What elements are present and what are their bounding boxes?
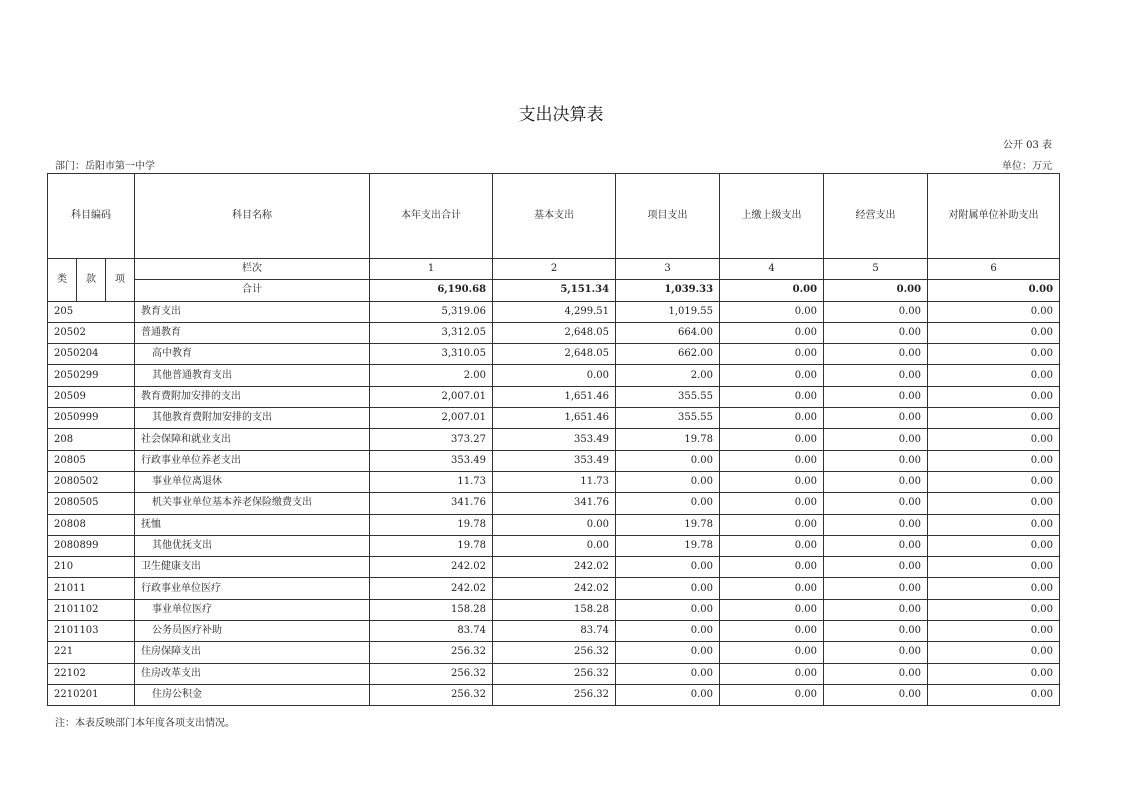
table-row: [48, 514, 1060, 535]
row-code: 221: [48, 642, 135, 663]
row-code: 208: [48, 429, 135, 450]
row-code: 2050299: [48, 365, 135, 386]
total-value: 6,190.68: [370, 280, 493, 301]
row-value: 256.32: [370, 642, 493, 663]
row-code: 205: [48, 301, 135, 322]
row-code: 20808: [48, 514, 135, 535]
col-index-5: 5: [824, 259, 928, 280]
row-value: 341.76: [493, 493, 616, 514]
row-value: 0.00: [824, 578, 928, 599]
header-code: 科目编码: [48, 174, 135, 259]
row-value: 0.00: [928, 322, 1060, 343]
row-value: 2,648.05: [493, 344, 616, 365]
table-row: [48, 557, 1060, 578]
row-value: 0.00: [616, 557, 720, 578]
row-value: 19.78: [370, 535, 493, 556]
row-value: 0.00: [824, 684, 928, 705]
row-value: 0.00: [928, 408, 1060, 429]
row-value: 0.00: [928, 429, 1060, 450]
row-value: 256.32: [370, 663, 493, 684]
table-row: [48, 344, 1060, 365]
row-value: 0.00: [616, 493, 720, 514]
row-value: 0.00: [616, 450, 720, 471]
row-value: 0.00: [616, 684, 720, 705]
header-xiang: 项: [106, 259, 135, 302]
row-value: 0.00: [824, 386, 928, 407]
row-value: 0.00: [493, 365, 616, 386]
header-basic: 基本支出: [493, 174, 616, 259]
row-value: 11.73: [370, 471, 493, 492]
table-row: [48, 471, 1060, 492]
row-value: 0.00: [720, 663, 824, 684]
row-value: 0.00: [824, 365, 928, 386]
col-index-3: 3: [616, 259, 720, 280]
row-value: 256.32: [493, 642, 616, 663]
department-label: 部门：岳阳市第一中学: [55, 161, 155, 172]
row-value: 19.78: [616, 429, 720, 450]
row-value: 0.00: [824, 408, 928, 429]
row-value: 158.28: [370, 599, 493, 620]
row-value: 0.00: [928, 621, 1060, 642]
total-value: 5,151.34: [493, 280, 616, 301]
row-value: 373.27: [370, 429, 493, 450]
row-name: 抚恤: [135, 514, 370, 535]
row-value: 353.49: [493, 429, 616, 450]
row-value: 0.00: [824, 301, 928, 322]
row-name: 行政事业单位养老支出: [135, 450, 370, 471]
row-name: 普通教育: [135, 322, 370, 343]
footnote: 注：本表反映部门本年度各项支出情况。: [55, 718, 235, 729]
row-name: 行政事业单位医疗: [135, 578, 370, 599]
row-value: 0.00: [824, 621, 928, 642]
row-name: 住房公积金: [135, 684, 370, 705]
row-value: 353.49: [493, 450, 616, 471]
row-value: 0.00: [824, 557, 928, 578]
table-row: [48, 493, 1060, 514]
row-value: 355.55: [616, 408, 720, 429]
header-lanci: 栏次: [135, 259, 370, 280]
row-value: 19.78: [370, 514, 493, 535]
header-business: 经营支出: [824, 174, 928, 259]
row-value: 664.00: [616, 322, 720, 343]
row-value: 0.00: [720, 386, 824, 407]
row-value: 0.00: [720, 471, 824, 492]
row-code: 2101103: [48, 621, 135, 642]
row-name: 卫生健康支出: [135, 557, 370, 578]
row-value: 0.00: [824, 535, 928, 556]
row-value: 341.76: [370, 493, 493, 514]
table-row: [48, 386, 1060, 407]
row-value: 0.00: [824, 642, 928, 663]
row-value: 0.00: [720, 365, 824, 386]
unit-label: 单位：万元: [1002, 161, 1052, 172]
row-value: 2,007.01: [370, 408, 493, 429]
row-value: 0.00: [720, 535, 824, 556]
row-value: 353.49: [370, 450, 493, 471]
row-value: 242.02: [370, 578, 493, 599]
row-value: 0.00: [720, 344, 824, 365]
row-value: 0.00: [824, 322, 928, 343]
row-value: 0.00: [616, 578, 720, 599]
row-name: 其他教育费附加安排的支出: [135, 408, 370, 429]
row-value: 0.00: [928, 514, 1060, 535]
row-value: 0.00: [824, 429, 928, 450]
row-value: 0.00: [720, 450, 824, 471]
total-value: 1,039.33: [616, 280, 720, 301]
row-value: 0.00: [824, 493, 928, 514]
row-value: 0.00: [928, 663, 1060, 684]
row-value: 242.02: [493, 557, 616, 578]
col-index-2: 2: [493, 259, 616, 280]
row-value: 4,299.51: [493, 301, 616, 322]
row-value: 256.32: [493, 663, 616, 684]
row-value: 0.00: [720, 301, 824, 322]
row-name: 住房改革支出: [135, 663, 370, 684]
row-value: 0.00: [928, 684, 1060, 705]
row-code: 2050204: [48, 344, 135, 365]
row-value: 5,319.06: [370, 301, 493, 322]
row-value: 355.55: [616, 386, 720, 407]
row-value: 0.00: [928, 493, 1060, 514]
table-row: [48, 322, 1060, 343]
row-value: 0.00: [928, 344, 1060, 365]
form-number: 公开 03 表: [1002, 140, 1052, 151]
row-value: 0.00: [824, 471, 928, 492]
table-row: [48, 599, 1060, 620]
row-value: 83.74: [493, 621, 616, 642]
page-title: 支出决算表: [518, 105, 604, 125]
row-code: 2210201: [48, 684, 135, 705]
row-code: 2101102: [48, 599, 135, 620]
row-code: 20805: [48, 450, 135, 471]
header-subsidy: 对附属单位补助支出: [928, 174, 1060, 259]
total-value: 0.00: [824, 280, 928, 301]
row-value: 0.00: [720, 599, 824, 620]
row-value: 3,310.05: [370, 344, 493, 365]
row-value: 0.00: [720, 578, 824, 599]
table-row: [48, 301, 1060, 322]
row-code: 21011: [48, 578, 135, 599]
row-value: 256.32: [493, 684, 616, 705]
row-value: 0.00: [616, 471, 720, 492]
row-value: 0.00: [720, 408, 824, 429]
header-kuan: 款: [77, 259, 106, 302]
row-name: 事业单位医疗: [135, 599, 370, 620]
row-value: 0.00: [493, 514, 616, 535]
col-index-1: 1: [370, 259, 493, 280]
row-value: 0.00: [928, 386, 1060, 407]
row-value: 0.00: [616, 642, 720, 663]
row-value: 0.00: [720, 557, 824, 578]
row-name: 事业单位离退休: [135, 471, 370, 492]
row-value: 0.00: [928, 578, 1060, 599]
row-value: 0.00: [928, 301, 1060, 322]
total-row: [48, 280, 1060, 301]
table-row: [48, 663, 1060, 684]
row-value: 0.00: [824, 599, 928, 620]
row-value: 1,651.46: [493, 408, 616, 429]
row-value: 0.00: [616, 599, 720, 620]
table-row: [48, 535, 1060, 556]
row-value: 0.00: [824, 344, 928, 365]
row-code: 2080502: [48, 471, 135, 492]
row-code: 210: [48, 557, 135, 578]
row-value: 2,648.05: [493, 322, 616, 343]
total-label: 合计: [135, 280, 370, 301]
row-value: 0.00: [616, 663, 720, 684]
row-value: 242.02: [370, 557, 493, 578]
row-code: 20509: [48, 386, 135, 407]
row-value: 0.00: [616, 621, 720, 642]
row-value: 0.00: [720, 429, 824, 450]
row-name: 住房保障支出: [135, 642, 370, 663]
row-value: 0.00: [928, 599, 1060, 620]
row-value: 0.00: [720, 322, 824, 343]
row-value: 0.00: [928, 535, 1060, 556]
header-lei: 类: [48, 259, 77, 302]
row-value: 2.00: [370, 365, 493, 386]
row-value: 0.00: [928, 450, 1060, 471]
row-value: 19.78: [616, 535, 720, 556]
row-code: 20502: [48, 322, 135, 343]
header-row: [48, 174, 1060, 259]
col-index-4: 4: [720, 259, 824, 280]
row-name: 高中教育: [135, 344, 370, 365]
column-index-row: [48, 259, 1060, 280]
row-value: 1,651.46: [493, 386, 616, 407]
row-value: 242.02: [493, 578, 616, 599]
row-value: 0.00: [720, 684, 824, 705]
table-row: [48, 429, 1060, 450]
row-value: 0.00: [720, 514, 824, 535]
row-name: 公务员医疗补助: [135, 621, 370, 642]
row-value: 0.00: [928, 642, 1060, 663]
row-value: 0.00: [824, 663, 928, 684]
header-total: 本年支出合计: [370, 174, 493, 259]
row-name: 教育费附加安排的支出: [135, 386, 370, 407]
header-upper: 上缴上级支出: [720, 174, 824, 259]
row-value: 0.00: [928, 557, 1060, 578]
row-value: 0.00: [824, 450, 928, 471]
row-value: 256.32: [370, 684, 493, 705]
col-index-6: 6: [928, 259, 1060, 280]
row-value: 3,312.05: [370, 322, 493, 343]
table-row: [48, 365, 1060, 386]
row-value: 0.00: [720, 621, 824, 642]
table-row: [48, 578, 1060, 599]
table-row: [48, 621, 1060, 642]
row-value: 19.78: [616, 514, 720, 535]
row-value: 83.74: [370, 621, 493, 642]
header-name: 科目名称: [135, 174, 370, 259]
row-name: 社会保障和就业支出: [135, 429, 370, 450]
row-value: 0.00: [493, 535, 616, 556]
row-value: 2.00: [616, 365, 720, 386]
table-row: [48, 642, 1060, 663]
row-code: 2050999: [48, 408, 135, 429]
row-value: 0.00: [720, 642, 824, 663]
row-value: 0.00: [928, 365, 1060, 386]
row-code: 22102: [48, 663, 135, 684]
row-name: 机关事业单位基本养老保险缴费支出: [135, 493, 370, 514]
row-value: 662.00: [616, 344, 720, 365]
row-name: 其他普通教育支出: [135, 365, 370, 386]
total-value: 0.00: [928, 280, 1060, 301]
table-row: [48, 684, 1060, 705]
row-name: 教育支出: [135, 301, 370, 322]
header-project: 项目支出: [616, 174, 720, 259]
row-value: 1,019.55: [616, 301, 720, 322]
table-row: [48, 408, 1060, 429]
row-code: 2080899: [48, 535, 135, 556]
row-value: 0.00: [824, 514, 928, 535]
table-row: [48, 450, 1060, 471]
total-value: 0.00: [720, 280, 824, 301]
row-value: 11.73: [493, 471, 616, 492]
row-value: 0.00: [720, 493, 824, 514]
expenditure-table: [47, 173, 1060, 706]
row-value: 0.00: [928, 471, 1060, 492]
row-value: 158.28: [493, 599, 616, 620]
row-name: 其他优抚支出: [135, 535, 370, 556]
row-value: 2,007.01: [370, 386, 493, 407]
row-code: 2080505: [48, 493, 135, 514]
